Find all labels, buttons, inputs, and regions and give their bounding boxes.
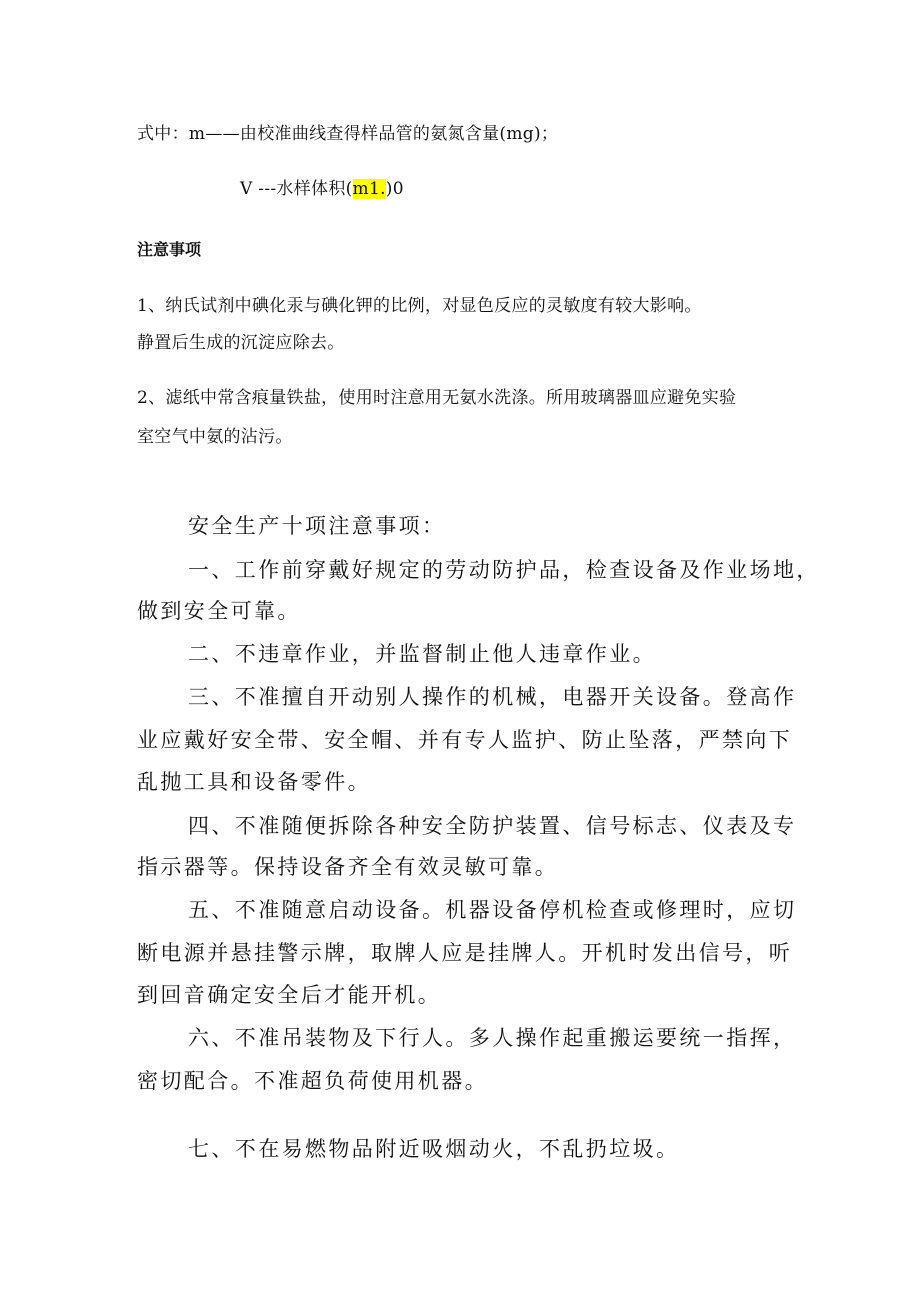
note-2-line-2: 室空气中氨的沾污。 <box>137 427 293 447</box>
safety-rule-3-line-1: 三、不准擅自开动别人操作的机械，电器开关设备。登高作 <box>188 685 797 709</box>
safety-rule-7-line-1: 七、不在易燃物品附近吸烟动火，不乱扔垃圾。 <box>188 1137 680 1161</box>
notes-heading: 注意事项 <box>137 240 202 259</box>
note-1-line-1: 1、纳氏试剂中碘化汞与碘化钾的比例，对显色反应的灵敏度有较大影响。 <box>137 296 702 316</box>
formula-line-m: 式中：m——由校准曲线查得样品管的氨氮含量(mg)； <box>137 124 559 144</box>
formula-line-v <box>240 174 404 199</box>
safety-rule-2-line-1: 二、不违章作业，并监督制止他人违章作业。 <box>188 642 656 666</box>
safety-rule-1-line-2: 做到安全可靠。 <box>137 599 301 623</box>
safety-rule-6-line-1: 六、不准吊装物及下行人。多人操作起重搬运要统一指挥， <box>188 1026 797 1050</box>
safety-rule-5-line-1: 五、不准随意启动设备。机器设备停机检查或修理时，应切 <box>188 898 797 922</box>
formula-v-text: V ---水样体积( <box>240 179 353 199</box>
safety-rule-5-line-2: 断电源并悬挂警示牌，取牌人应是挂牌人。开机时发出信号，听 <box>137 941 793 965</box>
safety-rule-6-line-2: 密切配合。不准超负荷使用机器。 <box>137 1069 488 1093</box>
note-1-line-2: 静置后生成的沉淀应除去。 <box>137 333 345 353</box>
safety-rule-4-line-1: 四、不准随便拆除各种安全防护装置、信号标志、仪表及专 <box>188 814 797 838</box>
safety-title: 安全生产十项注意事项： <box>188 514 446 538</box>
safety-rule-4-line-2: 指示器等。保持设备齐全有效灵敏可靠。 <box>137 855 559 879</box>
note-2-line-1: 2、滤纸中常含痕量铁盐，使用时注意用无氨水洗涤。所用玻璃器皿应避免实验 <box>137 388 737 408</box>
formula-v-suffix: )0 <box>385 179 404 199</box>
safety-rule-5-line-3: 到回音确定安全后才能开机。 <box>137 983 442 1007</box>
safety-rule-1-line-1: 一、工作前穿戴好规定的劳动防护品，检查设备及作业场地， <box>188 558 820 582</box>
safety-rule-3-line-2: 业应戴好安全带、安全帽、并有专人监护、防止坠落，严禁向下 <box>137 728 793 752</box>
safety-rule-3-line-3: 乱抛工具和设备零件。 <box>137 770 371 794</box>
highlighted-text: m1. <box>352 179 386 199</box>
